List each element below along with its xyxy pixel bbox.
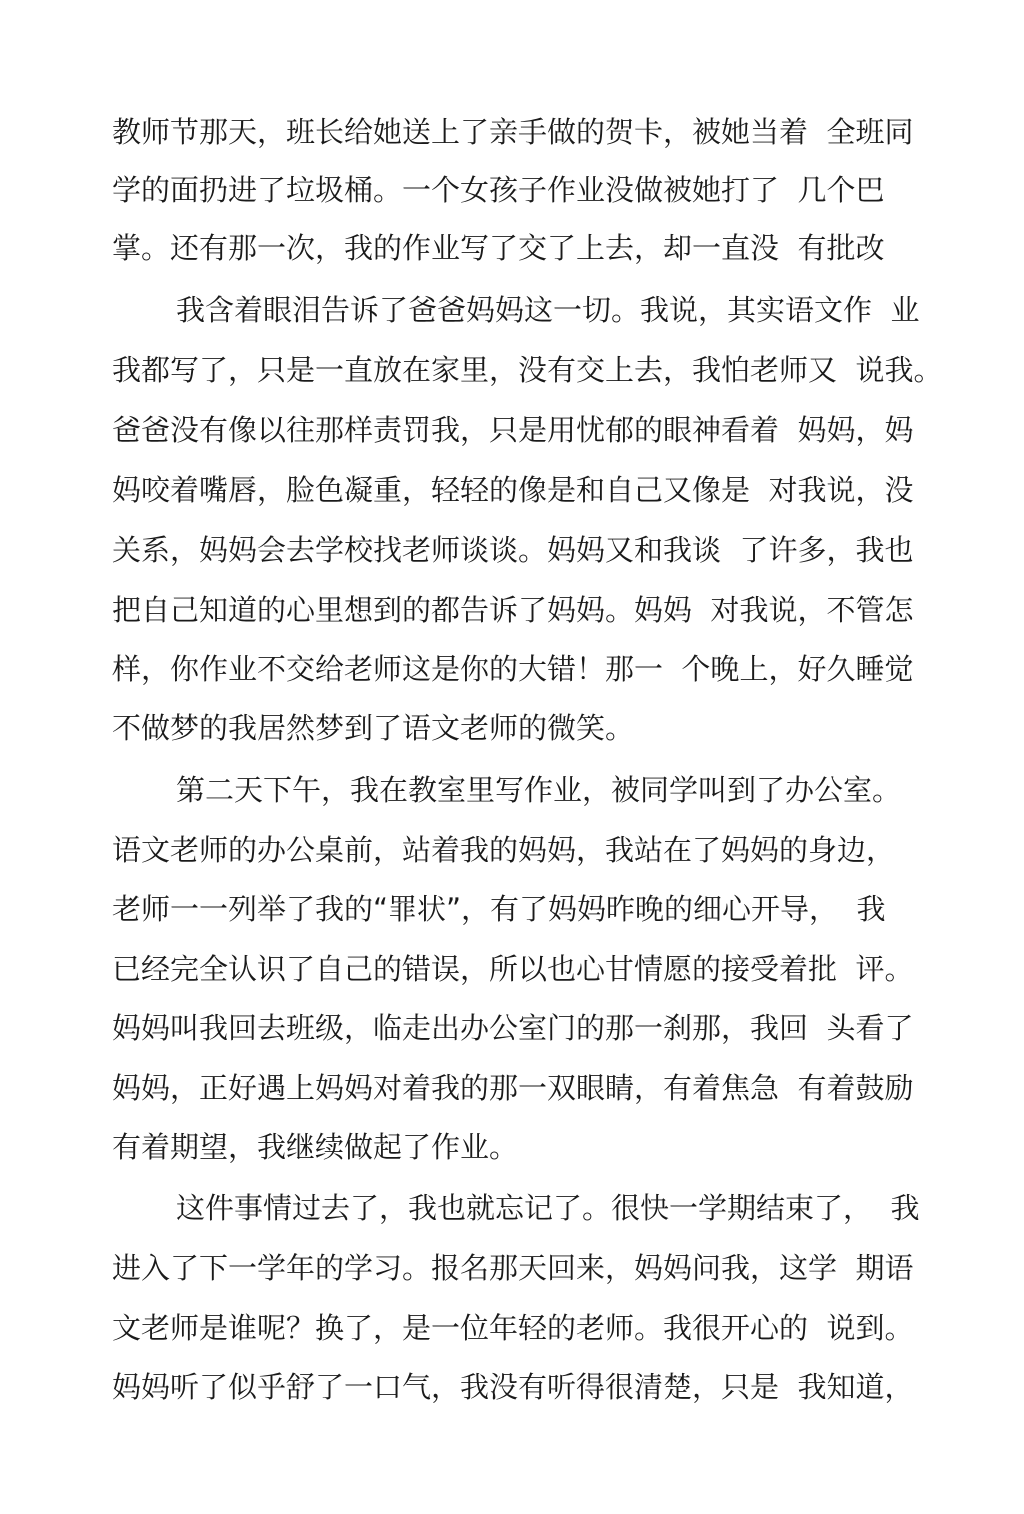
text-line: 学的面扔进了垃圾桶。一个女孩子作业没做被她打了 几个巴 xyxy=(112,173,885,207)
text-line: 已经完全认识了自己的错误，所以也心甘情愿的接受着批 评。 xyxy=(112,952,914,986)
text-line: 有着期望，我继续做起了作业。 xyxy=(112,1130,519,1164)
text-line: 文老师是谁呢？换了，是一位年轻的老师。我很开心的 说到。 xyxy=(112,1311,914,1345)
text-line: 语文老师的办公桌前，站着我的妈妈，我站在了妈妈的身边， xyxy=(112,833,896,867)
text-line: 把自己知道的心里想到的都告诉了妈妈。妈妈 对我说，不管怎 xyxy=(112,593,914,627)
text-line: 关系，妈妈会去学校找老师谈谈。妈妈又和我谈 了许多，我也 xyxy=(112,533,914,567)
text-line: 妈咬着嘴唇，脸色凝重，轻轻的像是和自己又像是 对我说，没 xyxy=(112,473,914,507)
text-line: 妈妈，正好遇上妈妈对着我的那一双眼睛，有着焦急 有着鼓励 xyxy=(112,1071,914,1105)
text-line: 掌。还有那一次，我的作业写了交了上去，却一直没 有批改 xyxy=(112,231,885,265)
paragraph-start-line: 这件事情过去了，我也就忘记了。很快一学期结束了， 我 xyxy=(176,1191,920,1225)
text-line: 样，你作业不交给老师这是你的大错！那一 个晚上，好久睡觉 xyxy=(112,652,914,686)
text-line: 不做梦的我居然梦到了语文老师的微笑。 xyxy=(112,711,635,745)
text-line: 进入了下一学年的学习。报名那天回来，妈妈问我，这学 期语 xyxy=(112,1251,914,1285)
text-line: 妈妈叫我回去班级，临走出办公室门的那一刹那，我回 头看了 xyxy=(112,1011,914,1045)
text-line: 我都写了，只是一直放在家里，没有交上去，我怕老师又 说我。 xyxy=(112,353,943,387)
text-line: 教师节那天，班长给她送上了亲手做的贺卡，被她当着 全班同 xyxy=(112,115,914,149)
text-line: 爸爸没有像以往那样责罚我，只是用忧郁的眼神看着 妈妈，妈 xyxy=(112,413,914,447)
paragraph-start-line: 我含着眼泪告诉了爸爸妈妈这一切。我说，其实语文作 业 xyxy=(176,293,920,327)
paragraph-start-line: 第二天下午，我在教室里写作业，被同学叫到了办公室。 xyxy=(176,773,902,807)
text-line: 老师一一列举了我的“罪状”，有了妈妈昨晚的细心开导， 我 xyxy=(112,892,886,926)
text-line: 妈妈听了似乎舒了一口气，我没有听得很清楚，只是 我知道， xyxy=(112,1370,914,1404)
